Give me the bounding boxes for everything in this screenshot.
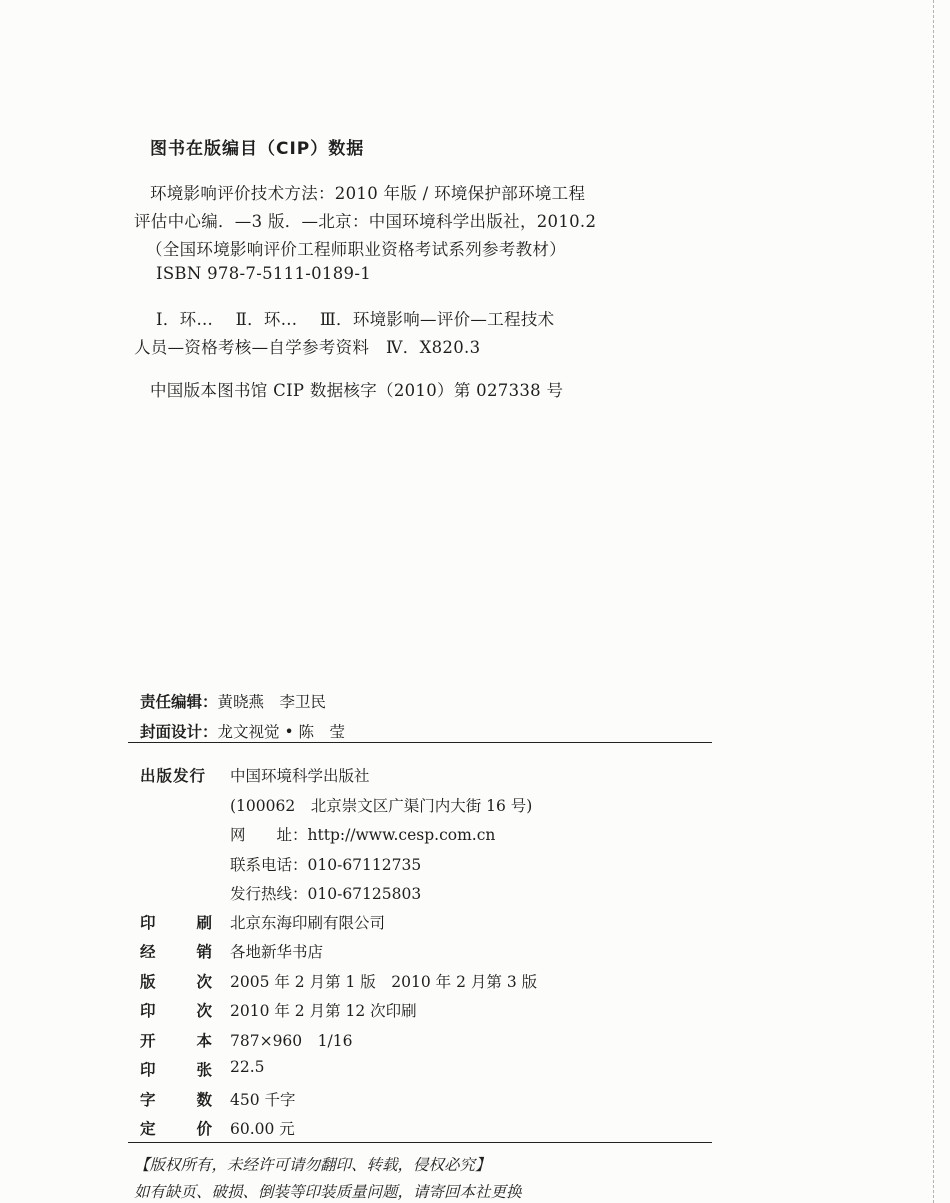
spec-label-char: 字 (140, 1091, 156, 1109)
spec-label-char: 刷 (196, 914, 212, 932)
cip-line-2: 评估中心编．—3 版．—北京：中国环境科学出版社，2010.2 (134, 212, 597, 231)
spec-value-edition: 2005 年 2 月第 1 版 2010 年 2 月第 3 版 (230, 973, 538, 991)
spec-label-format (140, 1029, 212, 1051)
spec-label-price (140, 1117, 212, 1139)
publisher-address: (100062 北京崇文区广渠门内大街 16 号) (230, 797, 533, 815)
spec-value-wordcount: 450 千字 (230, 1091, 296, 1109)
cover-label: 封面设计： (140, 723, 218, 741)
cip-number: 中国版本图书馆 CIP 数据核字（2010）第 027338 号 (150, 381, 564, 400)
publisher-label: 出版发行 (140, 767, 207, 785)
spec-label-char: 经 (140, 943, 156, 961)
spec-label-char: 价 (196, 1120, 212, 1138)
divider-top (128, 742, 712, 743)
spec-value-impression: 2010 年 2 月第 12 次印刷 (230, 1002, 417, 1020)
spec-label-printing (140, 911, 212, 933)
spec-label-char: 数 (196, 1091, 212, 1109)
defect-notice: 如有缺页、破损、倒装等印装质量问题，请寄回本社更换 (134, 1183, 522, 1201)
spec-label-char: 张 (196, 1061, 212, 1079)
spec-label-char: 印 (140, 1061, 156, 1079)
copyright-notice: 【版权所有，未经许可请勿翻印、转载，侵权必究】 (134, 1156, 491, 1174)
spec-label-edition (140, 970, 212, 992)
spec-label-sheets (140, 1058, 212, 1080)
editor-value: 黄晓燕 李卫民 (217, 693, 327, 711)
spec-label-impression (140, 999, 212, 1021)
cip-classification-2: 人员—资格考核—自学参考资料 Ⅳ．X820.3 (134, 338, 481, 357)
cover-value: 龙文视觉 • 陈 莹 (217, 723, 346, 741)
spec-value-printing: 北京东海印刷有限公司 (230, 914, 386, 932)
spec-label-char: 次 (196, 1002, 212, 1020)
spec-label-wordcount (140, 1088, 212, 1110)
publisher-hotline: 发行热线：010-67125803 (230, 885, 422, 903)
spec-label-char: 销 (196, 943, 212, 961)
credit-cover (140, 720, 345, 742)
credit-editor (140, 690, 326, 712)
editor-label: 责任编辑： (140, 693, 218, 711)
spec-label-char: 印 (140, 1002, 156, 1020)
spec-value-price: 60.00 元 (230, 1120, 295, 1138)
publisher-name: 中国环境科学出版社 (230, 767, 370, 785)
cip-line-3: （全国环境影响评价工程师职业资格考试系列参考教材） (146, 240, 566, 259)
cip-line-1: 环境影响评价技术方法：2010 年版 / 环境保护部环境工程 (150, 184, 586, 203)
spec-label-char: 印 (140, 914, 156, 932)
publisher-website: 网 址：http://www.cesp.com.cn (230, 826, 496, 844)
spec-value-distribution: 各地新华书店 (230, 943, 324, 961)
spec-label-char: 次 (196, 973, 212, 991)
spec-value-sheets: 22.5 (230, 1058, 265, 1076)
divider-bottom (128, 1142, 712, 1143)
cip-classification-1: Ⅰ．环… Ⅱ．环… Ⅲ．环境影响—评价—工程技术 (156, 310, 555, 329)
cip-isbn: ISBN 978-7-5111-0189-1 (156, 264, 372, 283)
spec-label-char: 开 (140, 1032, 156, 1050)
spec-label-char: 本 (196, 1032, 212, 1050)
cip-title: 图书在版编目（CIP）数据 (150, 139, 365, 159)
spec-label-char: 版 (140, 973, 156, 991)
spec-value-format: 787×960 1/16 (230, 1032, 353, 1050)
publisher-phone: 联系电话：010-67112735 (230, 856, 422, 874)
spec-label-char: 定 (140, 1120, 156, 1138)
spec-label-distribution (140, 940, 212, 962)
page-edge-line (933, 0, 934, 1203)
